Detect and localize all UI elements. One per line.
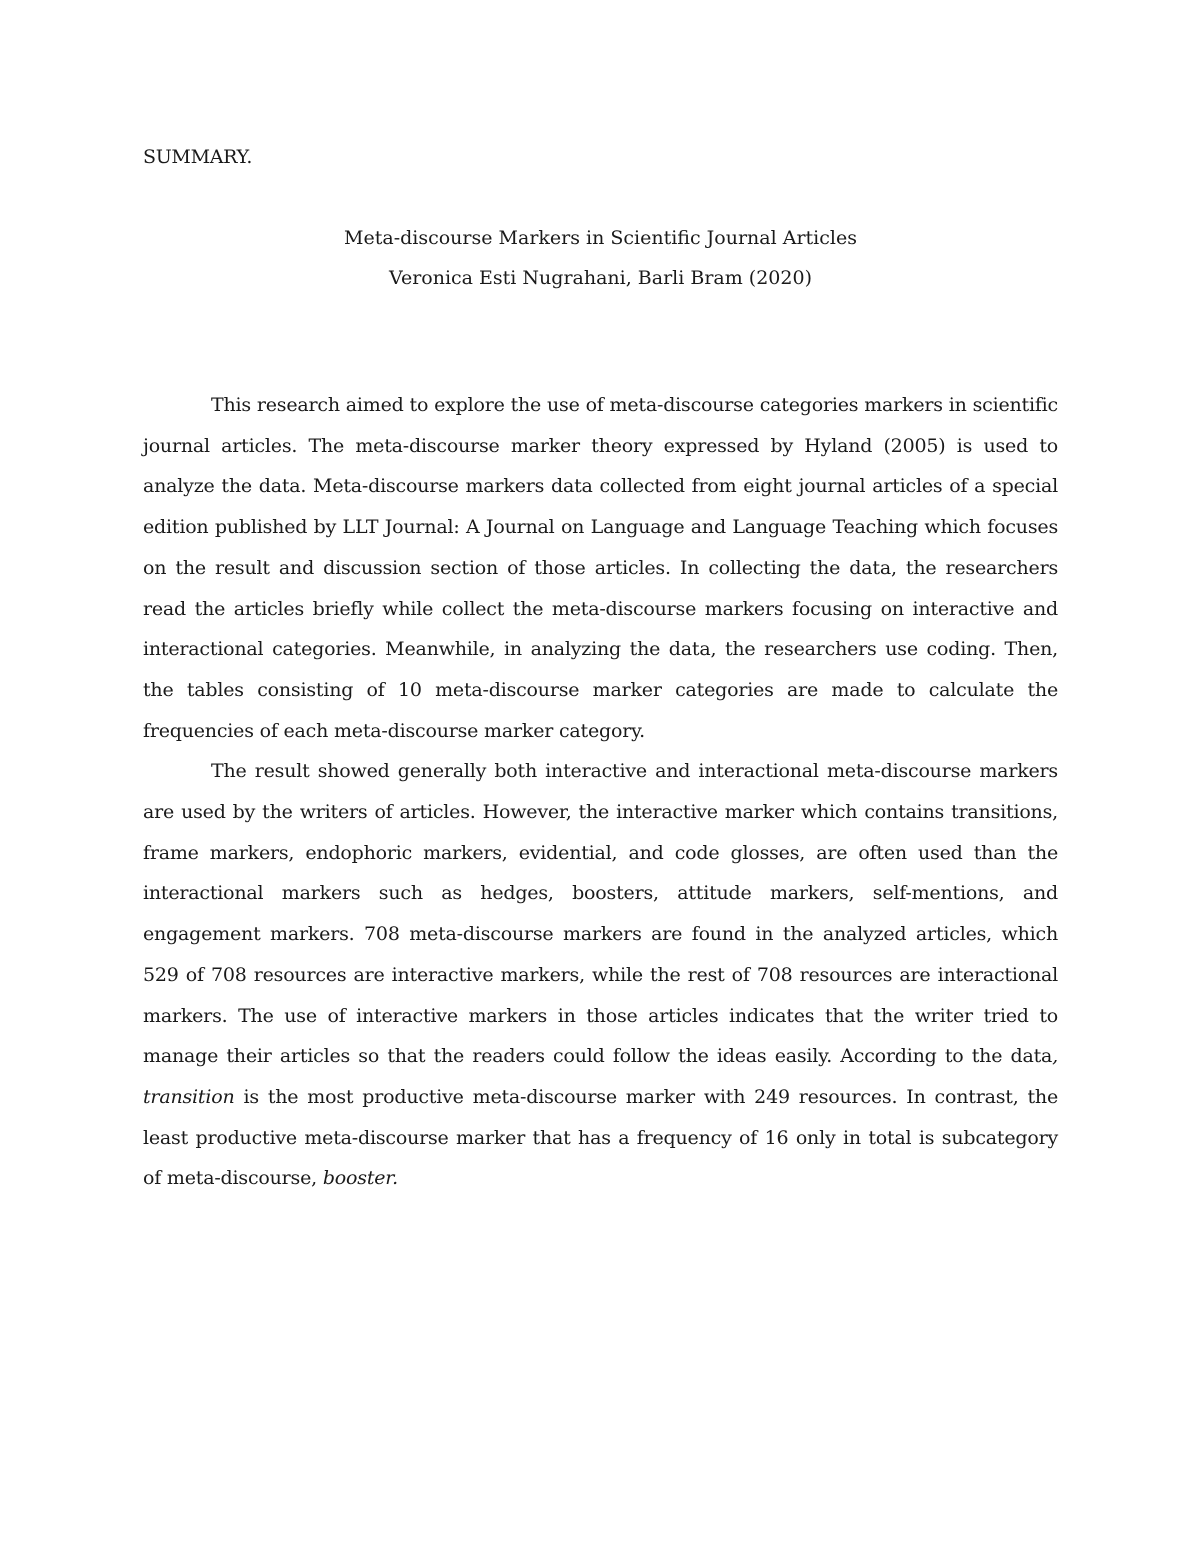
summary-paragraph-1: This research aimed to explore the use of meta-discourse categories markers in scientific journal articles. The meta-discourse marker theory expressed by Hyland (2005) is used to analyze the data. Meta-discourse markers data collected from eight journal articles of a special edition published by LLT Journal: A Journal on Language and Language Teaching which focuses on the result and discussion section of those articles. In collecting the data, the researchers read the articles briefly while collect the meta-discourse markers focusing on interactive and interactional categories. Meanwhile, in analyzing the data, the researchers use coding. Then, the tables consisting of 10 meta-discourse marker categories are made to calculate the frequencies of each meta-discourse marker category. <box>143 394 1058 742</box>
summary-paragraph-2 <box>143 751 1058 1199</box>
paragraph-2-text-b: is the most productive meta-discourse marker with 249 resources. In contrast, the least productive meta-discourse marker that has a frequency of 16 only in total is subcategory of meta-discourse, <box>143 1085 1058 1190</box>
italic-term-booster: booster <box>322 1167 393 1190</box>
article-authors: Veronica Esti Nugrahani, Barli Bram (2020) <box>388 267 812 289</box>
summary-heading: SUMMARY. <box>143 146 253 168</box>
italic-comma: , <box>1052 1045 1058 1068</box>
summary-body <box>143 385 1058 1199</box>
paragraph-2-text-a: The result showed generally both interactive and interactional meta-discourse markers are used by the writers of articles. However, the interactive marker which contains transitions, frame markers, endophoric markers, evidential, and code glosses, are often used than the interactional markers such as hedges, boosters, attitude markers, self-mentions, and engagement markers. 708 meta-discourse markers are found in the analyzed articles, which 529 of 708 resources are interactive markers, while the rest of 708 resources are interactional markers. The use of interactive markers in those articles indicates that the writer tried to manage their articles so that the readers could follow the ideas easily. According to the data <box>143 760 1058 1068</box>
article-title: Meta-discourse Markers in Scientific Journal Articles <box>344 227 857 249</box>
italic-period: . <box>392 1167 398 1190</box>
italic-term-transition: transition <box>143 1085 235 1108</box>
